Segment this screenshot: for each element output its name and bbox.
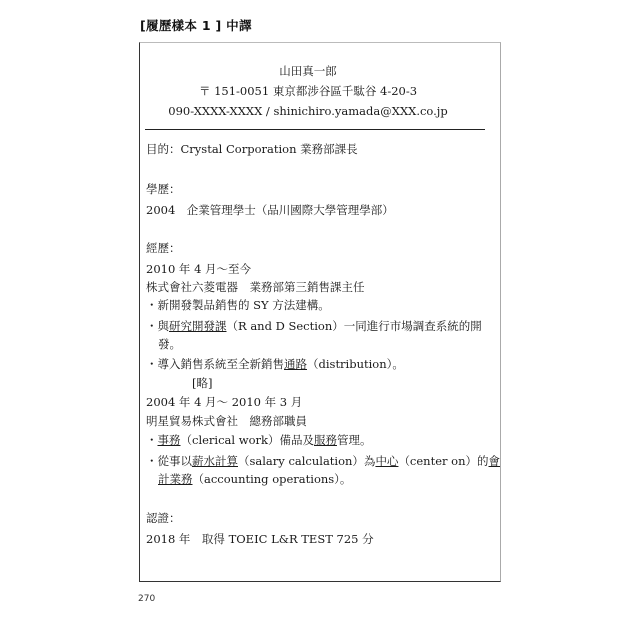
job1-bullet-1: ・新開發製品銷售的 SY 方法建構。	[146, 298, 330, 312]
job1-bullet-2-cont: 發。	[158, 337, 181, 351]
header-divider	[145, 129, 485, 130]
page-heading: [履歷樣本 1 ] 中譯	[140, 18, 252, 33]
job1-bullet-2: ・與研究開發課（R and D Section）一同進行市場調查系統的開	[146, 319, 482, 333]
certification-entry: 2018 年 取得 TOEIC L&R TEST 725 分	[146, 532, 374, 546]
certification-label: 認證：	[146, 511, 181, 525]
job1-bullet-3: ・導入銷售系統至全新銷售通路（distribution）。	[146, 357, 404, 371]
job1-company: 株式會社六菱電器 業務部第三銷售課主任	[146, 280, 365, 294]
job2-bullet-2-cont: 計業務（accounting operations）。	[158, 472, 352, 486]
omitted-marker: [略]	[192, 376, 213, 390]
job2-period: 2004 年 4 月～ 2010 年 3 月	[146, 395, 303, 409]
experience-label: 經歷：	[146, 241, 181, 255]
job2-bullet-1: ・事務（clerical work）備品及服務管理。	[146, 433, 372, 447]
resume-contact: 090-XXXX-XXXX / shinichiro.yamada@XXX.co.jp	[168, 104, 448, 118]
job2-company: 明星貿易株式會社 總務部職員	[146, 414, 307, 428]
page-number: 270	[138, 594, 156, 604]
objective-line: 目的：Crystal Corporation 業務部課長	[146, 142, 358, 156]
job1-period: 2010 年 4 月～至今	[146, 262, 252, 276]
education-label: 學歷：	[146, 182, 181, 196]
job2-bullet-2: ・從事以薪水計算（salary calculation）為中心（center on）的會	[146, 454, 500, 468]
education-entry: 2004 企業管理學士（品川國際大學管理學部）	[146, 203, 394, 217]
resume-address: 〒 151-0051 東京都涉谷區千駄谷 4-20-3	[198, 84, 418, 98]
resume-name: 山田真一郎	[279, 64, 337, 78]
